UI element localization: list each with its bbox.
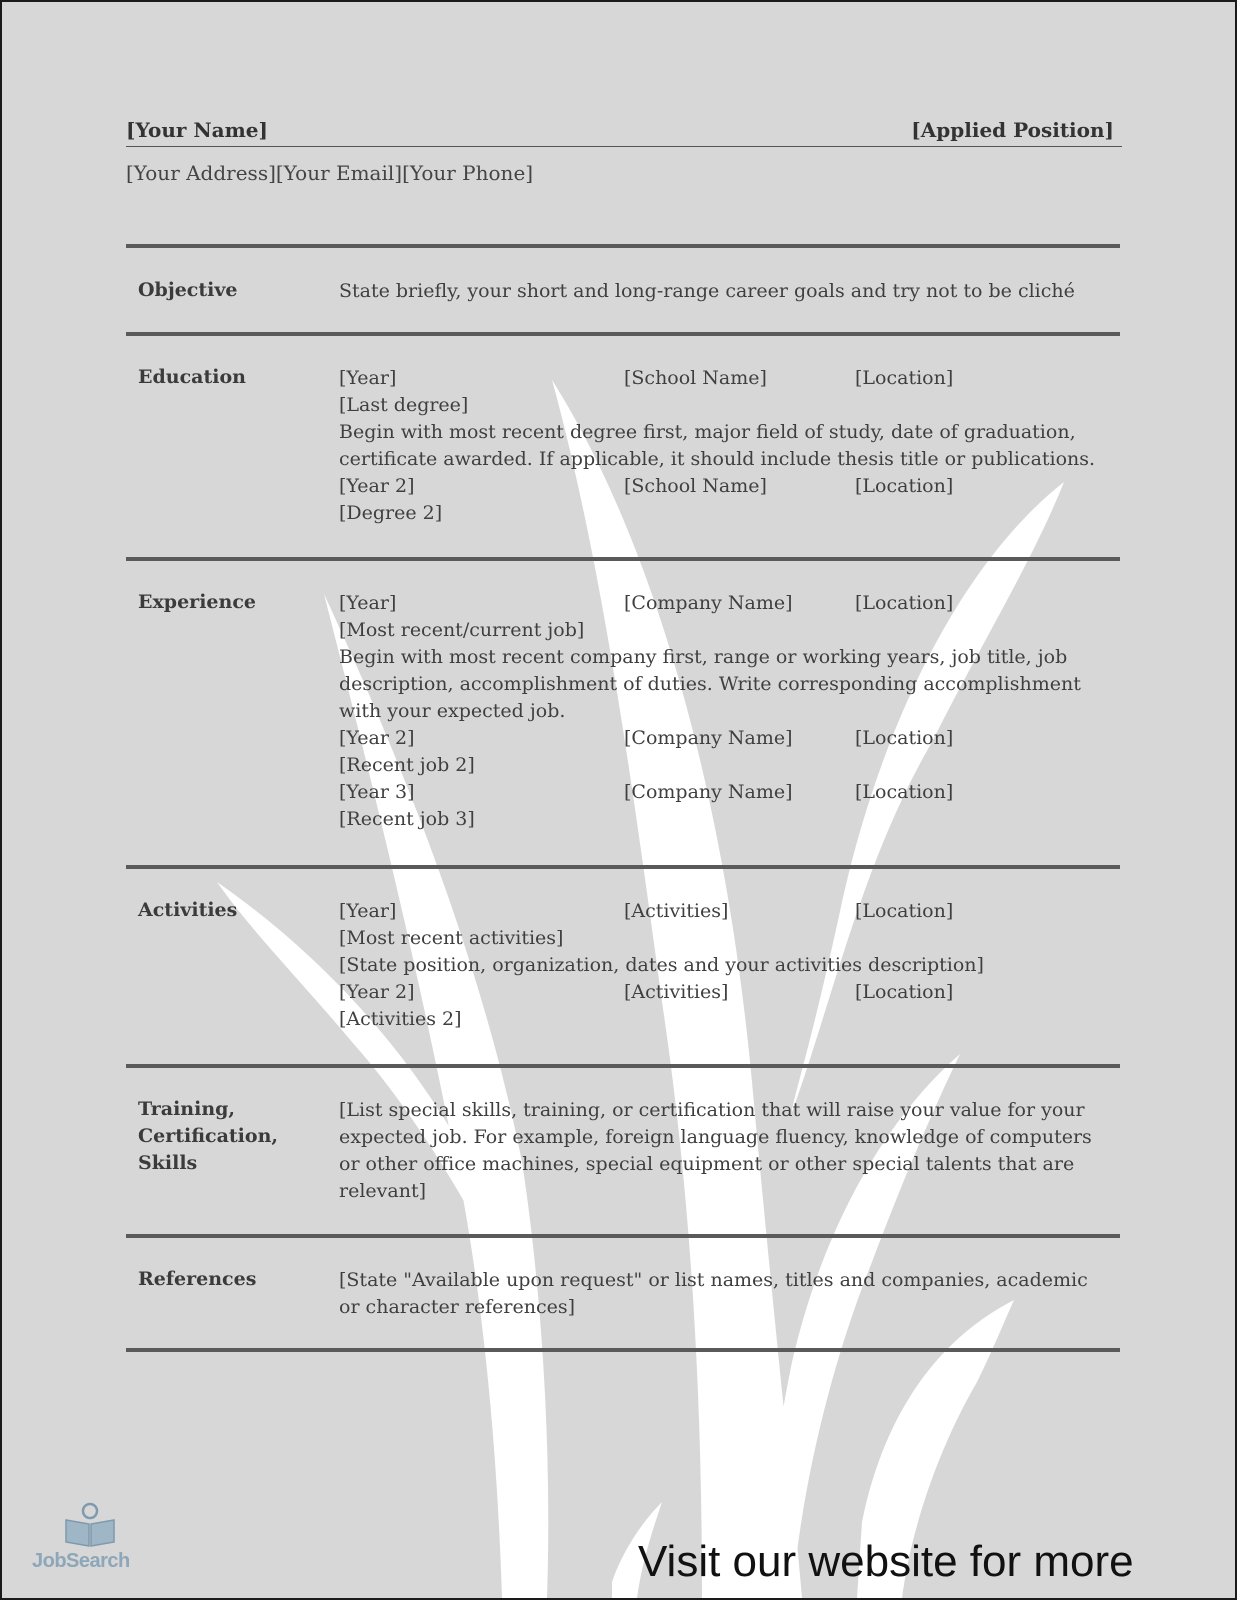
training-line: or other office machines, special equipment or other special talents that are [339,1153,1075,1175]
experience-company: [Company Name] [624,592,793,614]
education-degree: [Degree 2] [339,502,443,524]
education-location: [Location] [855,475,954,497]
experience-description: with your expected job. [339,700,566,722]
activities-name: [Activities] [624,981,729,1003]
experience-body [339,590,1119,833]
education-year: [Year] [339,367,397,389]
education-entry [339,473,1119,500]
training-body [339,1097,1119,1205]
education-year: [Year 2] [339,475,415,497]
section-divider [126,557,1120,561]
jobsearch-logo[interactable] [32,1502,142,1582]
logo-text: JobSearch [32,1550,130,1572]
experience-company: [Company Name] [624,781,793,803]
education-description: Begin with most recent degree first, major field of study, date of graduation, [339,421,1076,443]
activities-entry [339,898,1119,925]
experience-job: [Most recent/current job] [339,619,585,641]
experience-location: [Location] [855,781,954,803]
activities-location: [Location] [855,900,954,922]
book-search-icon [62,1502,118,1548]
experience-entry [339,779,1119,806]
training-line: relevant] [339,1180,426,1202]
education-label: Education [138,366,246,388]
education-description: certificate awarded. If applicable, it should include thesis title or publications. [339,448,1096,470]
experience-year: [Year 2] [339,727,415,749]
education-location: [Location] [855,367,954,389]
experience-description: description, accomplishment of duties. Write corresponding accomplishment [339,673,1081,695]
activities-description: [State position, organization, dates and your activities description] [339,954,984,976]
references-label: References [138,1268,257,1290]
header [126,118,1122,147]
activities-title: [Activities 2] [339,1008,462,1030]
experience-company: [Company Name] [624,727,793,749]
references-body [339,1267,1119,1321]
section-divider [126,865,1120,869]
training-label-line: Training, [138,1098,236,1120]
experience-location: [Location] [855,592,954,614]
applied-position: [Applied Position] [911,118,1114,142]
experience-year: [Year 3] [339,781,415,803]
contact-line: [Your Address][Your Email][Your Phone] [126,161,534,185]
experience-location: [Location] [855,727,954,749]
section-divider [126,1348,1120,1352]
education-entry [339,365,1119,392]
training-label-line: Skills [138,1152,198,1174]
objective-line: State briefly, your short and long-range career goals and try not to be cliché [339,280,1075,302]
references-line: or character references] [339,1296,576,1318]
experience-description: Begin with most recent company first, range or working years, job title, job [339,646,1068,668]
activities-title: [Most recent activities] [339,927,564,949]
experience-job: [Recent job 2] [339,754,475,776]
activities-location: [Location] [855,981,954,1003]
experience-entry [339,590,1119,617]
training-label-line: Certification, [138,1125,279,1147]
activities-year: [Year 2] [339,981,415,1003]
experience-label: Experience [138,591,256,613]
activities-name: [Activities] [624,900,729,922]
education-school: [School Name] [624,367,767,389]
activities-body [339,898,1119,1033]
section-divider [126,1064,1120,1068]
section-divider [126,1234,1120,1238]
training-line: expected job. For example, foreign language fluency, knowledge of computers [339,1126,1092,1148]
activities-year: [Year] [339,900,397,922]
experience-job: [Recent job 3] [339,808,475,830]
objective-text [339,278,1119,305]
objective-label: Objective [138,279,238,301]
education-school: [School Name] [624,475,767,497]
section-divider [126,244,1120,248]
education-degree: [Last degree] [339,394,469,416]
references-line: [State "Available upon request" or list names, titles and companies, academic [339,1269,1088,1291]
education-body [339,365,1119,527]
training-line: [List special skills, training, or certification that will raise your value for your [339,1099,1085,1121]
visit-website-banner[interactable]: Visit our website for more [638,1537,1134,1586]
activities-entry [339,979,1119,1006]
section-divider [126,332,1120,336]
experience-year: [Year] [339,592,397,614]
applicant-name: [Your Name] [126,118,268,142]
activities-label: Activities [138,899,238,921]
experience-entry [339,725,1119,752]
training-label [138,1096,318,1177]
